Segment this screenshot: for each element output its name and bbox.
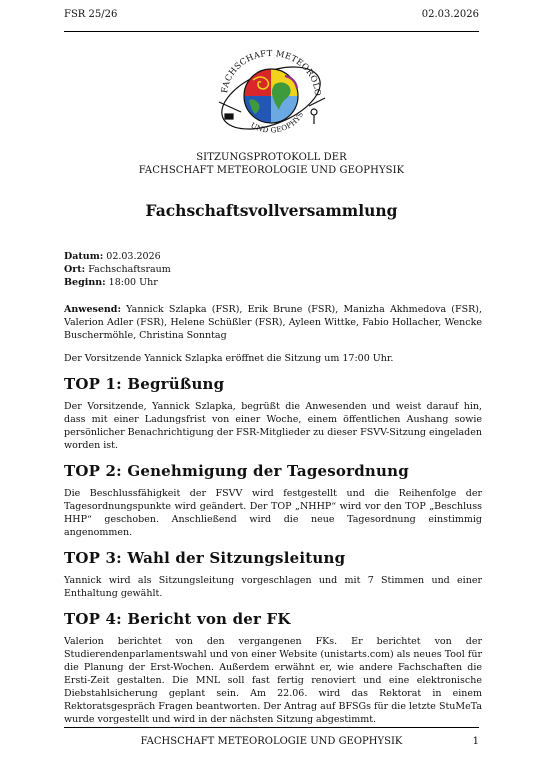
organization-line-1: SITZUNGSPROTOKOLL DER xyxy=(196,152,347,163)
fachschaft-logo xyxy=(205,40,337,140)
meta-date-label: Datum: xyxy=(64,251,104,262)
logo-arc-text-top: FACHSCHAFT METEOROLO xyxy=(219,47,324,97)
section-heading-top1: TOP 1: Begrüßung xyxy=(64,375,225,393)
meta-start xyxy=(64,276,171,289)
header-date: 02.03.2026 xyxy=(421,9,479,20)
header-left: FSR 25/26 xyxy=(64,9,118,20)
section-text-top4: Valerion berichtet von den vergangenen FKs. Er berichtet von der Studierendenparlamentswahl und von einer Website (unistarts.com) als neues Tool für die Planung der Erst-Wochen. Außerdem erwähnt er, wie andere Fachschaften die Ersti-Zeit gestalten. Die MNL soll fast fertig renoviert und eine elektronische Diebstahlsicherung geplant sein. Am 22.06. wird das Rektorat in einem Rektoratsgespräch Fragen beantworten. Der Antrag auf BFSGs für die letzte StuMeTa wurde vorgestellt und wird in der nächsten Sitzung abgestimmt. xyxy=(64,636,482,725)
section-text-top1: Der Vorsitzende, Yannick Szlapka, begrüßt die Anwesenden und weist darauf hin, dass mit einer Ladungsfrist von einer Woche, einem öffentlichen Aushang sowie persönlicher Benachrichtigung der FSR-Mitglieder zu dieser FSVV-Sitzung eingeladen worden ist. xyxy=(64,401,482,451)
meeting-meta xyxy=(64,250,171,289)
attendance-label: Anwesend: xyxy=(64,304,121,315)
header-rule xyxy=(64,31,479,32)
footer-organization: FACHSCHAFT METEOROLOGIE UND GEOPHYSIK xyxy=(140,736,403,747)
section-text-top2: Die Beschlussfähigkeit der FSVV wird festgestellt und die Reihenfolge der Tagesordnungspunkte wird geändert. Der TOP „NHHP“ wird vor den TOP „Beschluss HHP“ geschoben. Anschließend wird die neue Tagesordnung einstimmig angenommen. xyxy=(64,488,482,538)
attendance xyxy=(64,303,482,342)
page-number: 1 xyxy=(472,736,479,747)
logo-arc-text-bottom: UND GEOPHYS xyxy=(249,110,306,135)
footer-rule xyxy=(64,727,479,728)
meta-date xyxy=(64,250,171,263)
document-title: Fachschaftsvollversammlung xyxy=(145,201,398,220)
meta-place xyxy=(64,263,171,276)
meta-place-value: Fachschaftsraum xyxy=(85,264,171,275)
section-heading-top2: TOP 2: Genehmigung der Tagesordnung xyxy=(64,462,409,480)
section-heading-top4: TOP 4: Bericht von der FK xyxy=(64,610,291,628)
meta-date-value: 02.03.2026 xyxy=(103,251,161,262)
opening-statement: Der Vorsitzende Yannick Szlapka eröffnet die Sitzung um 17:00 Uhr. xyxy=(64,353,394,364)
section-heading-top3: TOP 3: Wahl der Sitzungsleitung xyxy=(64,549,346,567)
meta-start-label: Beginn: xyxy=(64,277,106,288)
section-text-top3: Yannick wird als Sitzungsleitung vorgeschlagen und mit 7 Stimmen und einer Enthaltung gewählt. xyxy=(64,575,482,599)
organization-heading xyxy=(0,151,543,177)
meta-place-label: Ort: xyxy=(64,264,86,275)
meta-start-value: 18:00 Uhr xyxy=(105,277,158,288)
fachschaft-logo-graphic xyxy=(205,40,337,140)
organization-line-2: FACHSCHAFT METEOROLOGIE UND GEOPHYSIK xyxy=(138,165,405,176)
attendance-value: Yannick Szlapka (FSR), Erik Brune (FSR), Manizha Akhmedova (FSR), Valerion Adler (FSR), Helene Schüßler (FSR), Ayleen Wittke, Fabio Hollacher, Wencke Buschermöhle, Christina Sonntag xyxy=(64,304,482,341)
minutes-body xyxy=(64,303,482,726)
